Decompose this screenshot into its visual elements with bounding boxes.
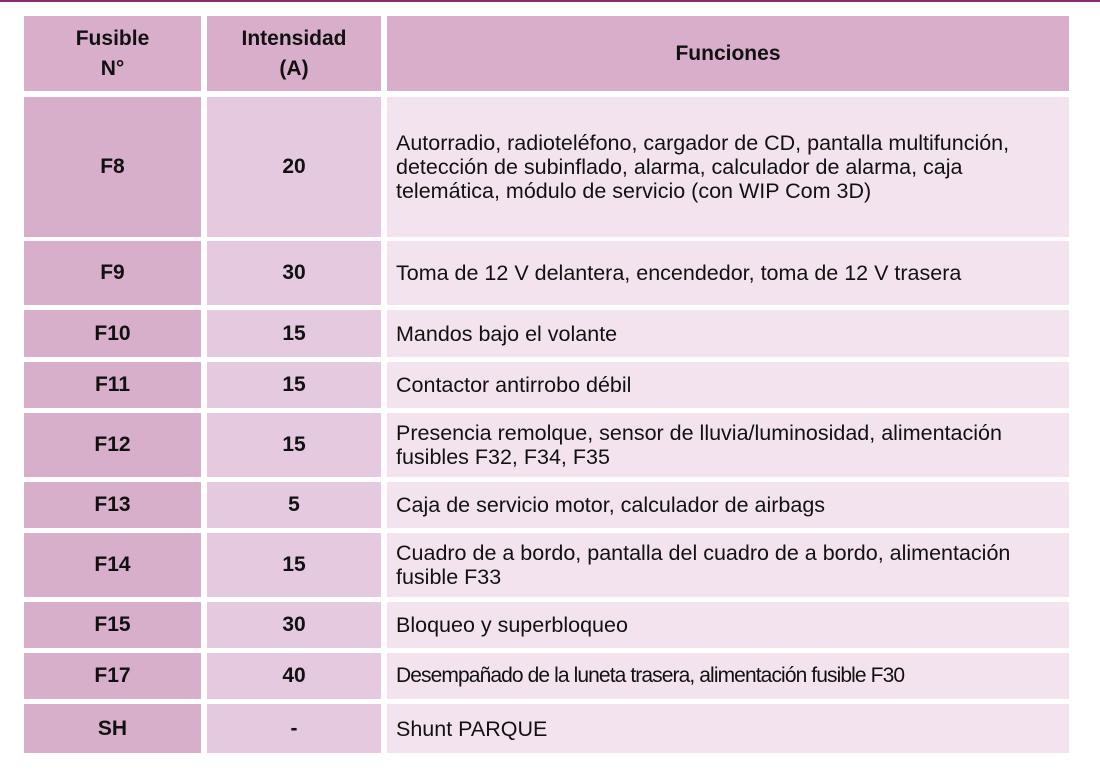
fuse-id: F17 — [24, 653, 201, 699]
table-row — [24, 482, 1069, 528]
header-amps-line1: Intensidad — [241, 26, 347, 50]
fuse-functions: Toma de 12 V delantera, encendedor, toma de 12 V trasera — [387, 241, 1069, 305]
header-functions: Funciones — [387, 16, 1069, 91]
fuse-amps: 15 — [207, 413, 381, 477]
fuse-amps: 30 — [207, 241, 381, 305]
table-row — [24, 653, 1069, 699]
fuse-functions: Mandos bajo el volante — [387, 310, 1069, 357]
fuse-id: F15 — [24, 602, 201, 648]
table-row — [24, 533, 1069, 597]
fuse-functions: Bloqueo y superbloqueo — [387, 602, 1069, 648]
fuse-amps: 20 — [207, 97, 381, 237]
top-rule — [0, 0, 1100, 2]
fuse-functions: Autorradio, radioteléfono, cargador de CD, pantalla multifunción, detección de subinflado, alarma, calculador de alarma, caja telemática, módulo de servicio (con WIP Com 3D) — [387, 97, 1069, 237]
fuse-functions: Desempañado de la luneta trasera, alimentación fusible F30 — [387, 653, 1069, 699]
header-fuse-line1: Fusible — [75, 26, 150, 50]
fuse-functions: Cuadro de a bordo, pantalla del cuadro de a bordo, alimentación fusible F33 — [387, 533, 1069, 597]
fuse-amps: - — [207, 704, 381, 753]
table-row — [24, 97, 1069, 237]
table-row — [24, 362, 1069, 408]
table-row — [24, 704, 1069, 753]
fuse-functions: Presencia remolque, sensor de lluvia/luminosidad, alimentación fusibles F32, F34, F35 — [387, 413, 1069, 477]
header-row — [24, 16, 1069, 91]
fuse-amps: 30 — [207, 602, 381, 648]
fuse-amps: 40 — [207, 653, 381, 699]
fuse-id: SH — [24, 704, 201, 753]
fuse-functions: Shunt PARQUE — [387, 704, 1069, 753]
fuse-amps: 5 — [207, 482, 381, 528]
header-fuse — [24, 16, 201, 91]
fuse-functions: Caja de servicio motor, calculador de airbags — [387, 482, 1069, 528]
table-row — [24, 602, 1069, 648]
table-row — [24, 413, 1069, 477]
header-amps-line2: (A) — [279, 56, 309, 80]
header-amps — [207, 16, 381, 91]
fuse-id: F9 — [24, 241, 201, 305]
fuse-id: F14 — [24, 533, 201, 597]
fuse-id: F10 — [24, 310, 201, 357]
fuse-amps: 15 — [207, 310, 381, 357]
header-fuse-line2: N° — [100, 56, 125, 80]
table-row — [24, 310, 1069, 357]
fuse-id: F11 — [24, 362, 201, 408]
table-row — [24, 241, 1069, 305]
fuse-id: F12 — [24, 413, 201, 477]
fuse-id: F8 — [24, 97, 201, 237]
fuse-amps: 15 — [207, 533, 381, 597]
fuse-id: F13 — [24, 482, 201, 528]
fuse-amps: 15 — [207, 362, 381, 408]
fuse-functions: Contactor antirrobo débil — [387, 362, 1069, 408]
